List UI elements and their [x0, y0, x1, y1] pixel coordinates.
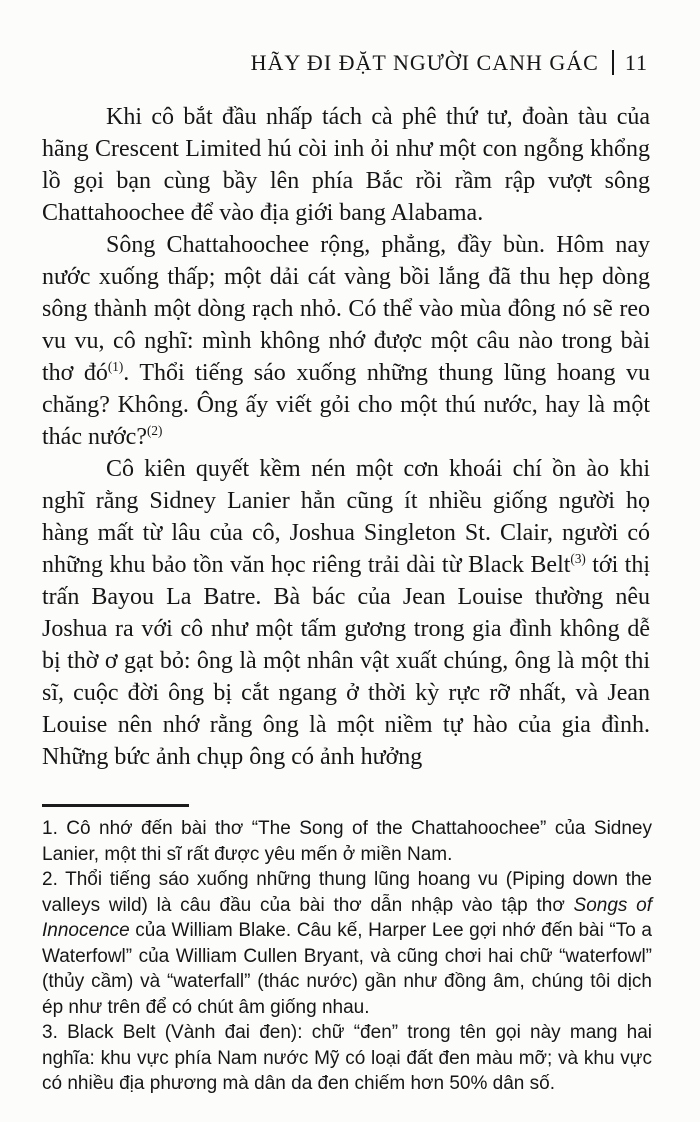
text-run: Cô kiên quyết kềm nén một cơn khoái chí ồn ào khi nghĩ rằng Sidney Lanier hẳn cũng ít nhiều giống người họ hàng mất từ lâu của cô, Joshua Singleton St. Clair, người có những khu bảo tồn văn học riêng trải dài từ Black Belt [42, 456, 650, 578]
header-divider [612, 50, 614, 75]
italic-run: Songs of Innocence [42, 894, 652, 941]
running-header-title: HÃY ĐI ĐẶT NGƯỜI CANH GÁC [250, 50, 599, 75]
text-run: của William Blake. Câu kế, Harper Lee gợi nhớ đến bài “To a Waterfowl” của William Cullen Bryant, và cũng chơi hai chữ “waterfowl” (thủy cầm) và “waterfall” (thác nước) gần như đồng âm, chúng tôi dịch ép như trên để có chút âm giống nhau. [42, 920, 652, 1018]
paragraph [42, 229, 650, 453]
footnote-separator [42, 804, 189, 807]
text-run: . Thổi tiếng sáo xuống những thung lũng hoang vu chăng? Không. Ông ấy viết gỏi cho một thú nước, hay là một thác nước? [42, 360, 651, 450]
text-run: Khi cô bắt đầu nhấp tách cà phê thứ tư, đoàn tàu của hãng Crescent Limited hú còi inh ỏi như một con ngỗng khổng lồ gọi bạn cùng bầy lên phía Bắc rồi rầm rập vượt sông Chattahoochee để vào địa giới bang Alabama. [42, 104, 650, 226]
paragraph [42, 101, 650, 229]
footnote [42, 1020, 652, 1097]
footnote-ref: (3) [570, 551, 586, 566]
text-run: 2. Thổi tiếng sáo xuống những thung lũng hoang vu (Piping down the valleys wild) là câu đầu của bài thơ dẫn nhập vào tập thơ [42, 869, 652, 916]
running-header [42, 50, 648, 76]
footnote [42, 816, 652, 867]
text-run: 3. Black Belt (Vành đai đen): chữ “đen” trong tên gọi này mang hai nghĩa: khu vực phía Nam nước Mỹ có loại đất đen màu mỡ; và khu vực có nhiều địa phương mà dân da đen chiếm hơn 50% dân số. [42, 1022, 652, 1094]
footnote-ref: (2) [146, 423, 163, 438]
body-text [42, 101, 650, 773]
paragraph [42, 453, 650, 773]
footnote-list [42, 816, 652, 1097]
footnote-ref: (1) [107, 359, 124, 374]
footnotes [42, 804, 652, 1097]
text-run: 1. Cô nhớ đến bài thơ “The Song of the Chattahoochee” của Sidney Lanier, một thi sĩ rất được yêu mến ở miền Nam. [42, 818, 652, 865]
footnote [42, 867, 652, 1020]
page-number: 11 [624, 50, 648, 75]
text-run: Sông Chattahoochee rộng, phẳng, đầy bùn. Hôm nay nước xuống thấp; một dải cát vàng bồi lắng đã thu hẹp dòng sông thành một dòng rạch nhỏ. Có thể vào mùa đông nó sẽ reo vu vu, cô nghĩ: mình không nhớ được một câu nào trong bài thơ đó [42, 232, 650, 386]
text-run: tới thị trấn Bayou La Batre. Bà bác của Jean Louise thường nêu Joshua ra với cô như một tấm gương trong gia đình không dễ bị thờ ơ gạt bỏ: ông là một nhân vật xuất chúng, ông là một thi sĩ, cuộc đời ông bị cắt ngang ở thời kỳ rực rỡ nhất, và Jean Louise nên nhớ rằng ông là một niềm tự hào của gia đình. Những bức ảnh chụp ông có ảnh hưởng [42, 552, 650, 770]
